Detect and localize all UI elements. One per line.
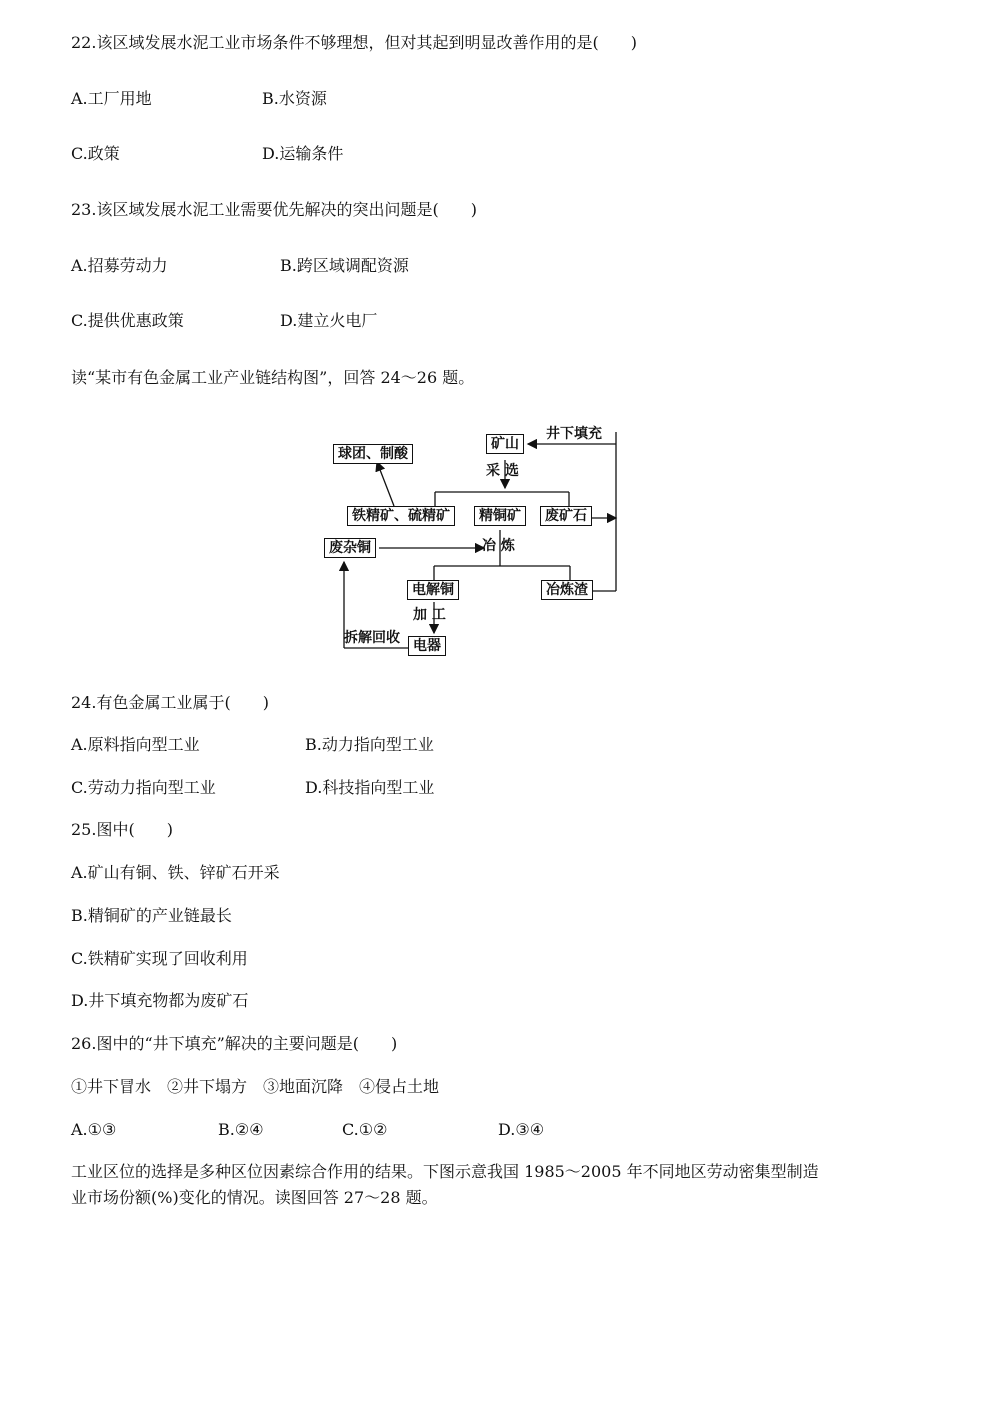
q24-option-a: A.原料指向型工业 <box>71 735 200 754</box>
q26-option-c: C.①② <box>342 1120 388 1139</box>
q24-option-c: C.劳动力指向型工业 <box>71 778 216 797</box>
q22-option-d: D.运输条件 <box>262 144 344 163</box>
label-process: 加 工 <box>413 607 446 623</box>
box-slag: 冶炼渣 <box>541 580 593 600</box>
q25-option-d: D.井下填充物都为废矿石 <box>71 991 249 1010</box>
label-pick: 采 选 <box>486 463 519 479</box>
label-backfill: 井下填充 <box>546 426 602 442</box>
label-smelt: 冶 炼 <box>482 538 515 554</box>
intro-24-26: 读“某市有色金属工业产业链结构图”，回答 24～26 题。 <box>71 368 475 387</box>
q23-stem: 23.该区域发展水泥工业需要优先解决的突出问题是( ) <box>71 200 477 219</box>
box-pellet: 球团、制酸 <box>333 444 413 464</box>
box-copper-conc: 精铜矿 <box>474 506 526 526</box>
q24-option-b: B.动力指向型工业 <box>305 735 434 754</box>
box-waste-rock: 废矿石 <box>540 506 592 526</box>
box-mine: 矿山 <box>486 434 524 454</box>
q24-stem: 24.有色金属工业属于( ) <box>71 693 269 712</box>
q25-stem: 25.图中( ) <box>71 820 173 839</box>
q22-stem: 22.该区域发展水泥工业市场条件不够理想，但对其起到明显改善作用的是( ) <box>71 33 637 52</box>
q26-option-d: D.③④ <box>498 1120 545 1139</box>
intro-27-28-line1: 工业区位的选择是多种区位因素综合作用的结果。下图示意我国 1985～2005 年不同地区劳动密集型制造 <box>71 1162 819 1181</box>
q26-stem: 26.图中的“井下填充”解决的主要问题是( ) <box>71 1034 398 1053</box>
box-iron-sulfur: 铁精矿、硫精矿 <box>347 506 455 526</box>
q22-option-c: C.政策 <box>71 144 120 163</box>
q23-option-a: A.招募劳动力 <box>71 256 168 275</box>
box-scrap-copper: 废杂铜 <box>324 538 376 558</box>
q26-option-b: B.②④ <box>218 1120 264 1139</box>
box-appliance: 电器 <box>408 636 446 656</box>
q23-option-b: B.跨区域调配资源 <box>280 256 409 275</box>
q25-option-c: C.铁精矿实现了回收利用 <box>71 949 248 968</box>
q24-option-d: D.科技指向型工业 <box>305 778 435 797</box>
q23-option-c: C.提供优惠政策 <box>71 311 184 330</box>
q26-option-a: A.①③ <box>71 1120 117 1139</box>
label-dismantle: 拆解回收 <box>344 630 400 646</box>
industry-chain-diagram <box>322 420 622 665</box>
q25-option-a: A.矿山有铜、铁、锌矿石开采 <box>71 863 280 882</box>
q23-option-d: D.建立火电厂 <box>280 311 378 330</box>
q22-option-a: A.工厂用地 <box>71 89 152 108</box>
q26-items: ①井下冒水 ②井下塌方 ③地面沉降 ④侵占土地 <box>71 1077 440 1096</box>
box-electro-copper: 电解铜 <box>407 580 459 600</box>
q25-option-b: B.精铜矿的产业链最长 <box>71 906 232 925</box>
q22-option-b: B.水资源 <box>262 89 327 108</box>
intro-27-28-line2: 业市场份额(%)变化的情况。读图回答 27～28 题。 <box>71 1188 438 1207</box>
